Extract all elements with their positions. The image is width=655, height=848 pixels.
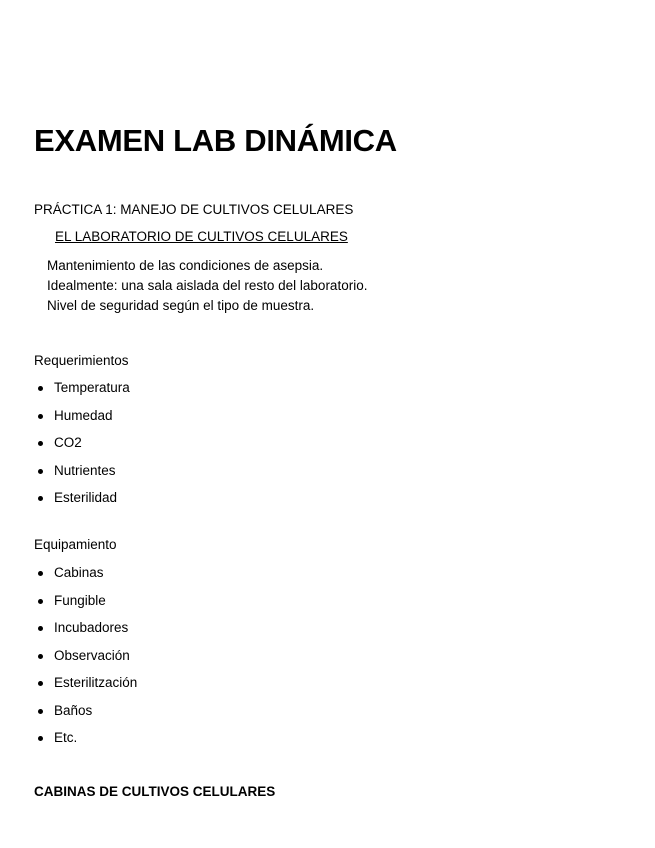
bullet-icon	[38, 571, 43, 576]
list-item	[36, 620, 137, 648]
paragraph-line: Nivel de seguridad según el tipo de muestra.	[47, 298, 315, 313]
bullet-icon	[38, 414, 43, 419]
bullet-icon	[38, 654, 43, 659]
bullet-icon	[38, 496, 43, 501]
list-item	[36, 463, 130, 491]
list-item	[36, 648, 137, 676]
bullet-icon	[38, 469, 43, 474]
intro-paragraph	[47, 256, 367, 316]
list-item-label: Fungible	[54, 592, 106, 608]
list-item-label: Observación	[54, 647, 130, 663]
list-item	[36, 380, 130, 408]
list-item-label: Esterilitzación	[54, 675, 138, 690]
list-item-label: Esterilidad	[54, 490, 118, 505]
list-item	[36, 730, 137, 758]
paragraph-line: Idealmente: una sala aislada del resto del laboratorio.	[47, 278, 368, 293]
list-item	[36, 435, 130, 463]
paragraph-line: Mantenimiento de las condiciones de asepsia.	[47, 258, 324, 273]
cabinas-heading: CABINAS DE CULTIVOS CELULARES	[34, 784, 276, 799]
requirements-list	[36, 380, 130, 518]
bullet-icon	[38, 709, 43, 714]
bullet-icon	[38, 386, 43, 391]
equipment-list	[36, 565, 137, 758]
list-item-label: CO2	[54, 435, 82, 450]
equipment-label: Equipamiento	[34, 537, 117, 552]
document-title: EXAMEN LAB DINÁMICA	[34, 123, 397, 158]
bullet-icon	[38, 736, 43, 741]
practice-heading: PRÁCTICA 1: MANEJO DE CULTIVOS CELULARES	[34, 202, 354, 217]
list-item-label: Etc.	[54, 730, 78, 745]
list-item	[36, 490, 130, 518]
section-heading: EL LABORATORIO DE CULTIVOS CELULARES	[55, 229, 348, 244]
list-item-label: Humedad	[54, 407, 113, 423]
list-item	[36, 675, 137, 703]
list-item-label: Incubadores	[54, 620, 129, 635]
bullet-icon	[38, 626, 43, 631]
bullet-icon	[38, 681, 43, 686]
bullet-icon	[38, 599, 43, 604]
list-item-label: Temperatura	[54, 380, 130, 395]
list-item	[36, 565, 137, 593]
bullet-icon	[38, 441, 43, 446]
list-item-label: Baños	[54, 702, 93, 718]
list-item-label: Nutrientes	[54, 462, 116, 478]
list-item	[36, 703, 137, 731]
requirements-label: Requerimientos	[34, 353, 129, 368]
list-item	[36, 593, 137, 621]
list-item-label: Cabinas	[54, 565, 104, 580]
list-item	[36, 408, 130, 436]
